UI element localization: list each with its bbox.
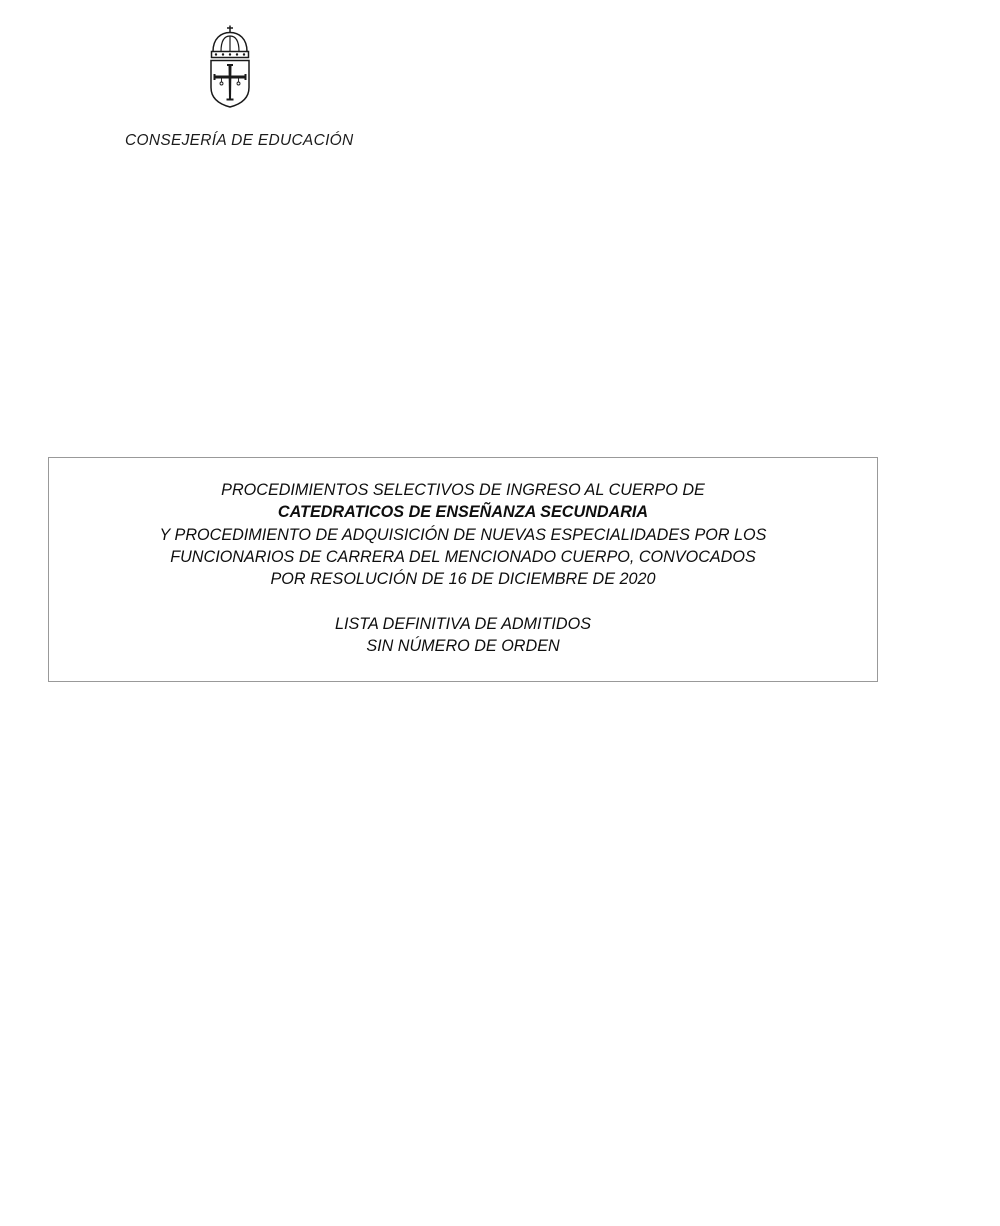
notice-subtitle-line-1: LISTA DEFINITIVA DE ADMITIDOS <box>334 614 592 633</box>
notice-title-line-5: POR RESOLUCIÓN DE 16 DE DICIEMBRE DE 2020 <box>270 570 656 589</box>
notice-box <box>48 457 878 682</box>
notice-title-line-1: PROCEDIMIENTOS SELECTIVOS DE INGRESO AL CUERPO DE <box>221 481 705 499</box>
department-name: CONSEJERÍA DE EDUCACIÓN <box>125 132 354 149</box>
notice-title-line-3: Y PROCEDIMIENTO DE ADQUISICIÓN DE NUEVAS ESPECIALIDADES POR LOS <box>159 525 767 544</box>
notice-title-line-2: CATEDRATICOS DE ENSEÑANZA SECUNDARIA <box>277 503 649 522</box>
notice-title-line-4: FUNCIONARIOS DE CARRERA DEL MENCIONADO CUERPO, CONVOCADOS <box>170 547 756 566</box>
asturias-coat-of-arms-icon <box>205 23 255 110</box>
notice-subtitle-line-2: SIN NÚMERO DE ORDEN <box>366 637 560 656</box>
